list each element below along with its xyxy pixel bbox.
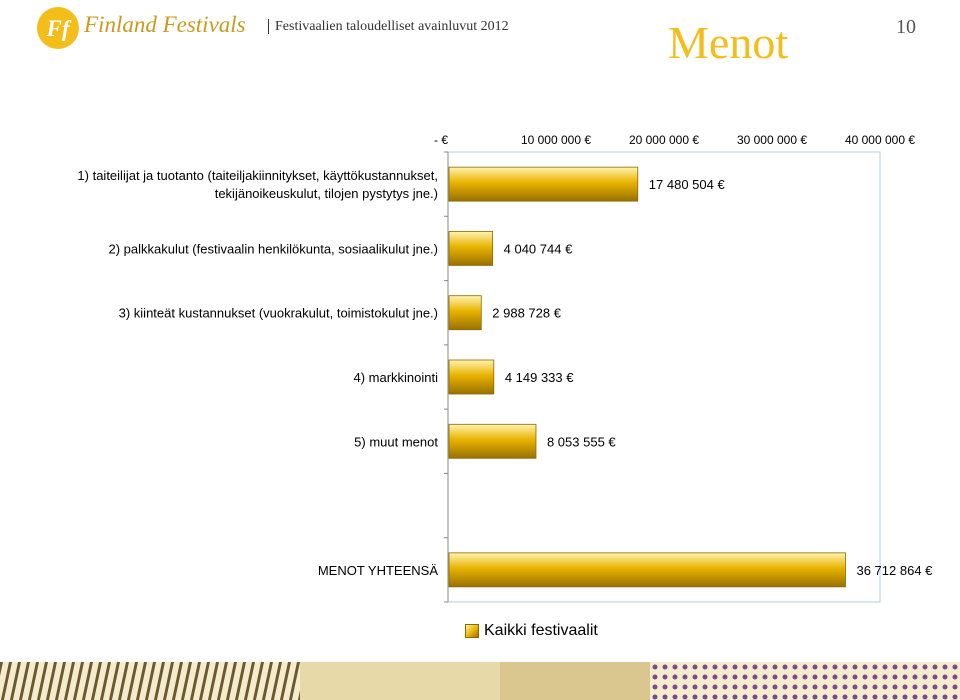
value-label: 17 480 504 €: [648, 177, 725, 193]
presentation-subtitle: [268, 19, 509, 35]
legend-swatch: [465, 624, 479, 638]
category-label: 5) muut menot: [354, 434, 438, 450]
x-tick-label: - €: [433, 133, 448, 147]
value-label: 4 149 333 €: [504, 370, 574, 385]
value-label: 8 053 555 €: [546, 434, 616, 450]
value-label: 4 040 744 €: [503, 241, 573, 257]
logo-letters: Ff: [46, 16, 70, 41]
bar: [449, 360, 494, 394]
bar: [449, 296, 481, 330]
category-label: 2) palkkakulut (festivaalin henkilökunta, sosiaalikulut jne.): [108, 241, 438, 257]
category-label: 4) markkinointi: [353, 370, 438, 385]
category-label: MENOT YHTEENSÄ: [317, 562, 438, 578]
finland-festivals-logo: [36, 6, 80, 50]
category-label: 1) taiteilijat ja tuotanto (taiteiljakiinnitykset, käyttökustannukset, tekijänoikeuskulut, tilojen pystytys jne.): [77, 168, 438, 202]
x-tick-label: 40 000 000 €: [844, 133, 916, 147]
x-tick-label: 10 000 000 €: [520, 133, 592, 147]
bar: [449, 167, 638, 201]
chart-legend: [465, 622, 598, 640]
value-label: 2 988 728 €: [492, 305, 561, 321]
x-tick-label: 20 000 000 €: [628, 133, 700, 147]
expenses-bar-chart: [0, 120, 960, 620]
bar: [449, 424, 536, 458]
category-label: 3) kiinteät kustannukset (vuokrakulut, toimistokulut jne.): [118, 305, 438, 321]
legend-label: Kaikki festivaalit: [484, 622, 598, 639]
value-label: 36 712 864 €: [856, 562, 933, 578]
page-number: 10: [896, 16, 916, 38]
bar: [449, 553, 845, 587]
subtitle-text: Festivaalien taloudelliset avainluvut 2012: [268, 19, 509, 34]
footer-decoration: [0, 662, 960, 700]
bar: [449, 231, 493, 265]
x-tick-label: 30 000 000 €: [736, 133, 808, 147]
page-title: Menot: [668, 17, 789, 68]
brand-name: Finland Festivals: [84, 12, 246, 37]
